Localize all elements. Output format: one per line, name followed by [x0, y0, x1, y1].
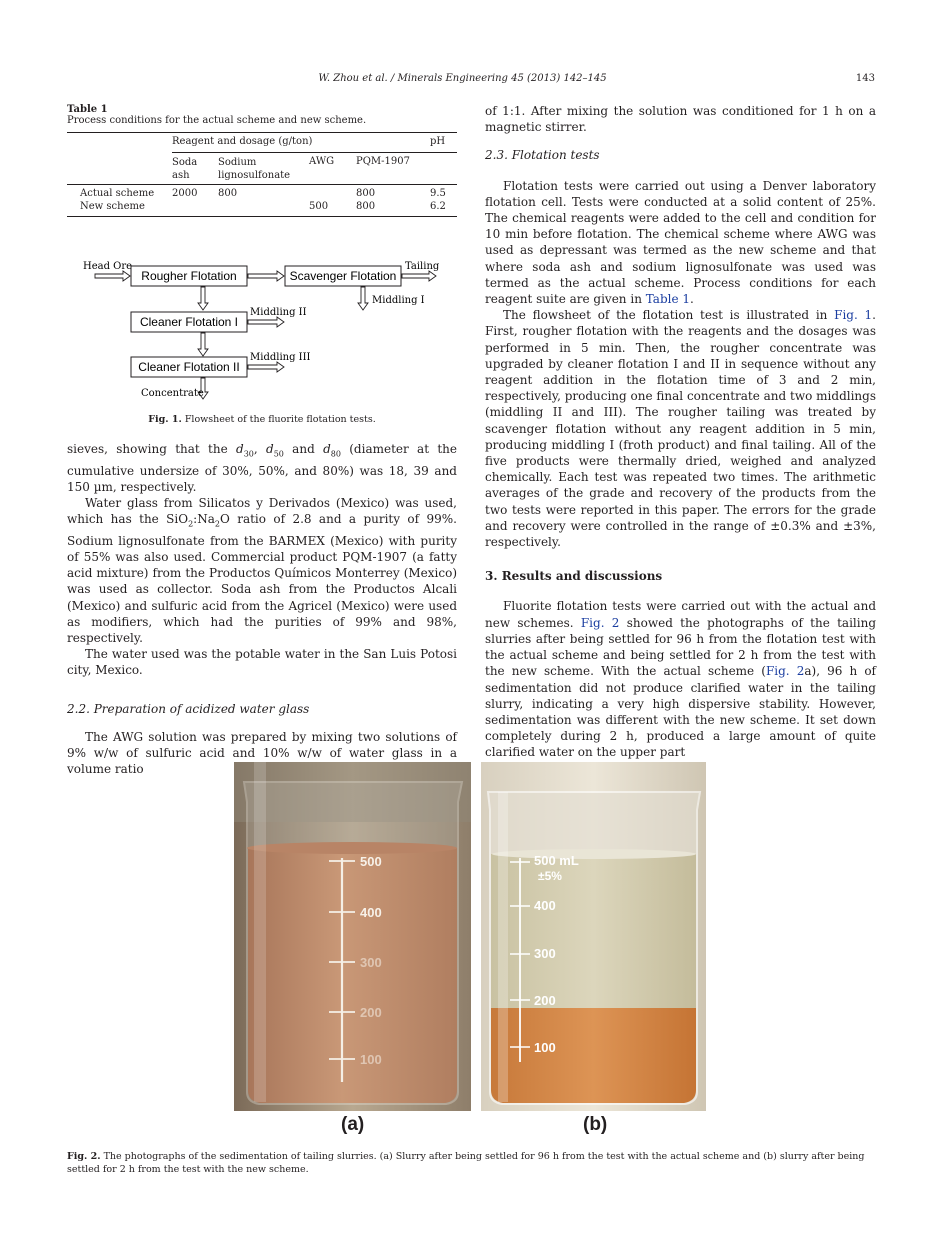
left-paragraph-4: The AWG solution was prepared by mixing two solutions of 9% w/w of sulfuric acid and 10% w/w of water glass in a volume ratio [67, 729, 457, 777]
rougher-label: Rougher Flotation [141, 269, 237, 283]
right-paragraph-1: of 1:1. After mixing the solution was conditioned for 1 h on a magnetic stirrer. [485, 104, 876, 135]
beaker-b-mark-400: 400 [534, 898, 556, 913]
head-ore-label: Head Ore [83, 261, 133, 272]
journal-citation: W. Zhou et al. / Minerals Engineering 45 (2013) 142–145 [318, 73, 607, 84]
right-paragraph-3: The flowsheet of the flotation test is illustrated in Fig. 1. First, rougher flotation with the reagents and the dosages was performed in 5 min. Then, the rougher concentrate was upgraded by cleaner flotation I and II in sequence without any reagent addition in the flotation time of 3 and 2 min, respectively, producing one final concentrate and two middlings (middling II and III). The rougher tailing was treated by scavenger flotation without any reagent addition in 5 min, producing middling I (froth product) and final tailing. All of the five products were thermally dried, weighed and analyzed chemically. Each test was repeated two times. The arithmetic averages of the grade and recovery of the products from the two tests were reported in this paper. The errors for the grade and recovery were controlled in the range of ±0.3% and ±3%, respectively. [485, 308, 876, 550]
figure-2-caption: Fig. 2. The photographs of the sedimentation of tailing slurries. (a) Slurry after being settled for 96 h from the test with the actual scheme and (b) slurry after being settled for 2 h from the test with the new scheme. [67, 1151, 865, 1175]
left-paragraph-2: Water glass from Silicatos y Derivados (Mexico) was used, which has the $SiO_2:Na_2O$ ratio of 2.8 and a purity of 99%. Sodium lignosulfonate from the BARMEX (Mexico) with purity of 55% was also used. Commercial product PQM-1907 (a fatty acid mixture) from the Productos Químicos Monterrey (Mexico) was used as collector. Soda ash from the Productos Alcali (Mexico) and sulfuric acid from the Agricel (Mexico) were used as modifiers, which had the purities of 99% and 98%, respectively. [67, 496, 457, 646]
col-awg: AWG [309, 156, 335, 167]
row-actual-name: Actual scheme [80, 188, 155, 199]
head-ore-arrow [95, 271, 130, 281]
table-group-header: Reagent and dosage (g/ton) [172, 136, 313, 147]
rougher-to-cleaner1-arrow [198, 287, 208, 310]
cleaner1-to-cleaner2-arrow [198, 333, 208, 356]
section-2-3-heading: 2.3. Flotation tests [485, 148, 600, 163]
beaker-b-mark-100: 100 [534, 1040, 556, 1055]
beaker-a-mark-100: 100 [360, 1052, 382, 1067]
row-actual-sodium: 800 [218, 188, 238, 199]
beaker-b-mark-500: 500 mL [534, 853, 579, 868]
right-column [485, 103, 876, 761]
table-1-link[interactable]: Table 1 [645, 292, 691, 307]
page-number: 143 [855, 73, 875, 84]
middling-3-label: Middling III [250, 352, 311, 363]
right-paragraph-4: Fluorite flotation tests were carried out with the actual and new schemes. Fig. 2 showed the photographs of the tailing slurries after being settled for 96 h from the flotation test with the actual scheme and being settled for 2 h from the test with the new scheme. With the actual scheme (Fig. 2a), 96 h of sedimentation did not produce clarified water in the tailing slurry, indicating a very high dispersive stability. However, sedimentation was different with the new scheme. It set down completely during 2 h, produced a large amount of quite clarified water on the upper part [485, 599, 877, 760]
concentrate-label: Concentrate [141, 388, 204, 399]
col-pqm: PQM-1907 [356, 156, 410, 167]
figure-2-photographs [234, 762, 706, 1111]
col-soda-ash: Soda ash [172, 157, 198, 181]
fig-1-link[interactable]: Fig. 1 [834, 308, 873, 323]
tailing-arrow [402, 271, 436, 281]
beaker-a-mark-400: 400 [360, 905, 382, 920]
row-actual-ph: 9.5 [430, 188, 446, 199]
figure-1-flowsheet [67, 255, 457, 405]
photo-a [234, 762, 471, 1111]
beaker-b-mark-200: 200 [534, 993, 556, 1008]
beaker-b-mark-tolerance: ±5% [538, 869, 562, 883]
beaker-b-mark-300: 300 [534, 946, 556, 961]
cleaner-2-label: Cleaner Flotation II [138, 360, 240, 374]
middling-1-label: Middling I [372, 295, 425, 306]
row-new-pqm: 800 [356, 201, 376, 212]
row-actual-soda: 2000 [172, 188, 198, 199]
figure-1-caption: Fig. 1. Flowsheet of the fluorite flotation tests. [148, 414, 376, 425]
beaker-a-mark-500: 500 [360, 854, 382, 869]
beaker-a-mark-300: 300 [360, 955, 382, 970]
scavenger-label: Scavenger Flotation [289, 269, 397, 283]
table-label: Table 1 [67, 104, 108, 115]
row-new-name: New scheme [80, 201, 145, 212]
row-new-awg: 500 [309, 201, 329, 212]
fig-2-link[interactable]: Fig. 2 [580, 615, 620, 630]
table-ph-header: pH [430, 136, 446, 147]
left-paragraph-1: sieves, showing that the $d_{30}$, $d_{50}$ and $d_{80}$ (diameter at the cumulative undersize of 30%, 50%, and 80%) was 18, 39 and 150 µm, respectively. [67, 442, 457, 494]
table-1 [67, 104, 457, 217]
middling-3-arrow [248, 362, 284, 372]
row-new-ph: 6.2 [430, 201, 446, 212]
row-actual-pqm: 800 [356, 188, 376, 199]
photo-b [481, 762, 706, 1111]
middling-1-arrow [358, 287, 368, 310]
col-sodium-lignosulfonate: Sodium lignosulfonate [218, 157, 291, 181]
middling-2-label: Middling II [250, 307, 307, 318]
beaker-a-mark-200: 200 [360, 1005, 382, 1020]
section-3-heading: 3. Results and discussions [485, 569, 663, 584]
table-caption: Process conditions for the actual scheme and new scheme. [67, 115, 367, 126]
fig-2a-link[interactable]: Fig. 2 [765, 664, 805, 679]
left-column [67, 441, 457, 777]
tailing-label: Tailing [405, 261, 440, 272]
section-2-2-heading: 2.2. Preparation of acidized water glass [67, 701, 310, 716]
photo-b-label: (b) [583, 1114, 608, 1135]
rougher-to-scavenger-arrow [248, 271, 284, 281]
middling-2-arrow [248, 317, 284, 327]
right-paragraph-2: Flotation tests were carried out using a Denver laboratory flotation cell. Tests were conducted at a solid content of 25%. The chemical reagents were added to the cell and condition for 10 min before flotation. The chemical scheme where AWG was used as depressant was termed as the new scheme and that where soda ash and sodium lignosulfonate was used was termed as the actual scheme. Process conditions for each reagent suite are given in Table 1. [485, 178, 876, 307]
left-paragraph-3: The water used was the potable water in the San Luis Potosi city, Mexico. [67, 647, 457, 678]
photo-a-label: (a) [341, 1114, 365, 1135]
cleaner-1-label: Cleaner Flotation I [139, 315, 239, 329]
